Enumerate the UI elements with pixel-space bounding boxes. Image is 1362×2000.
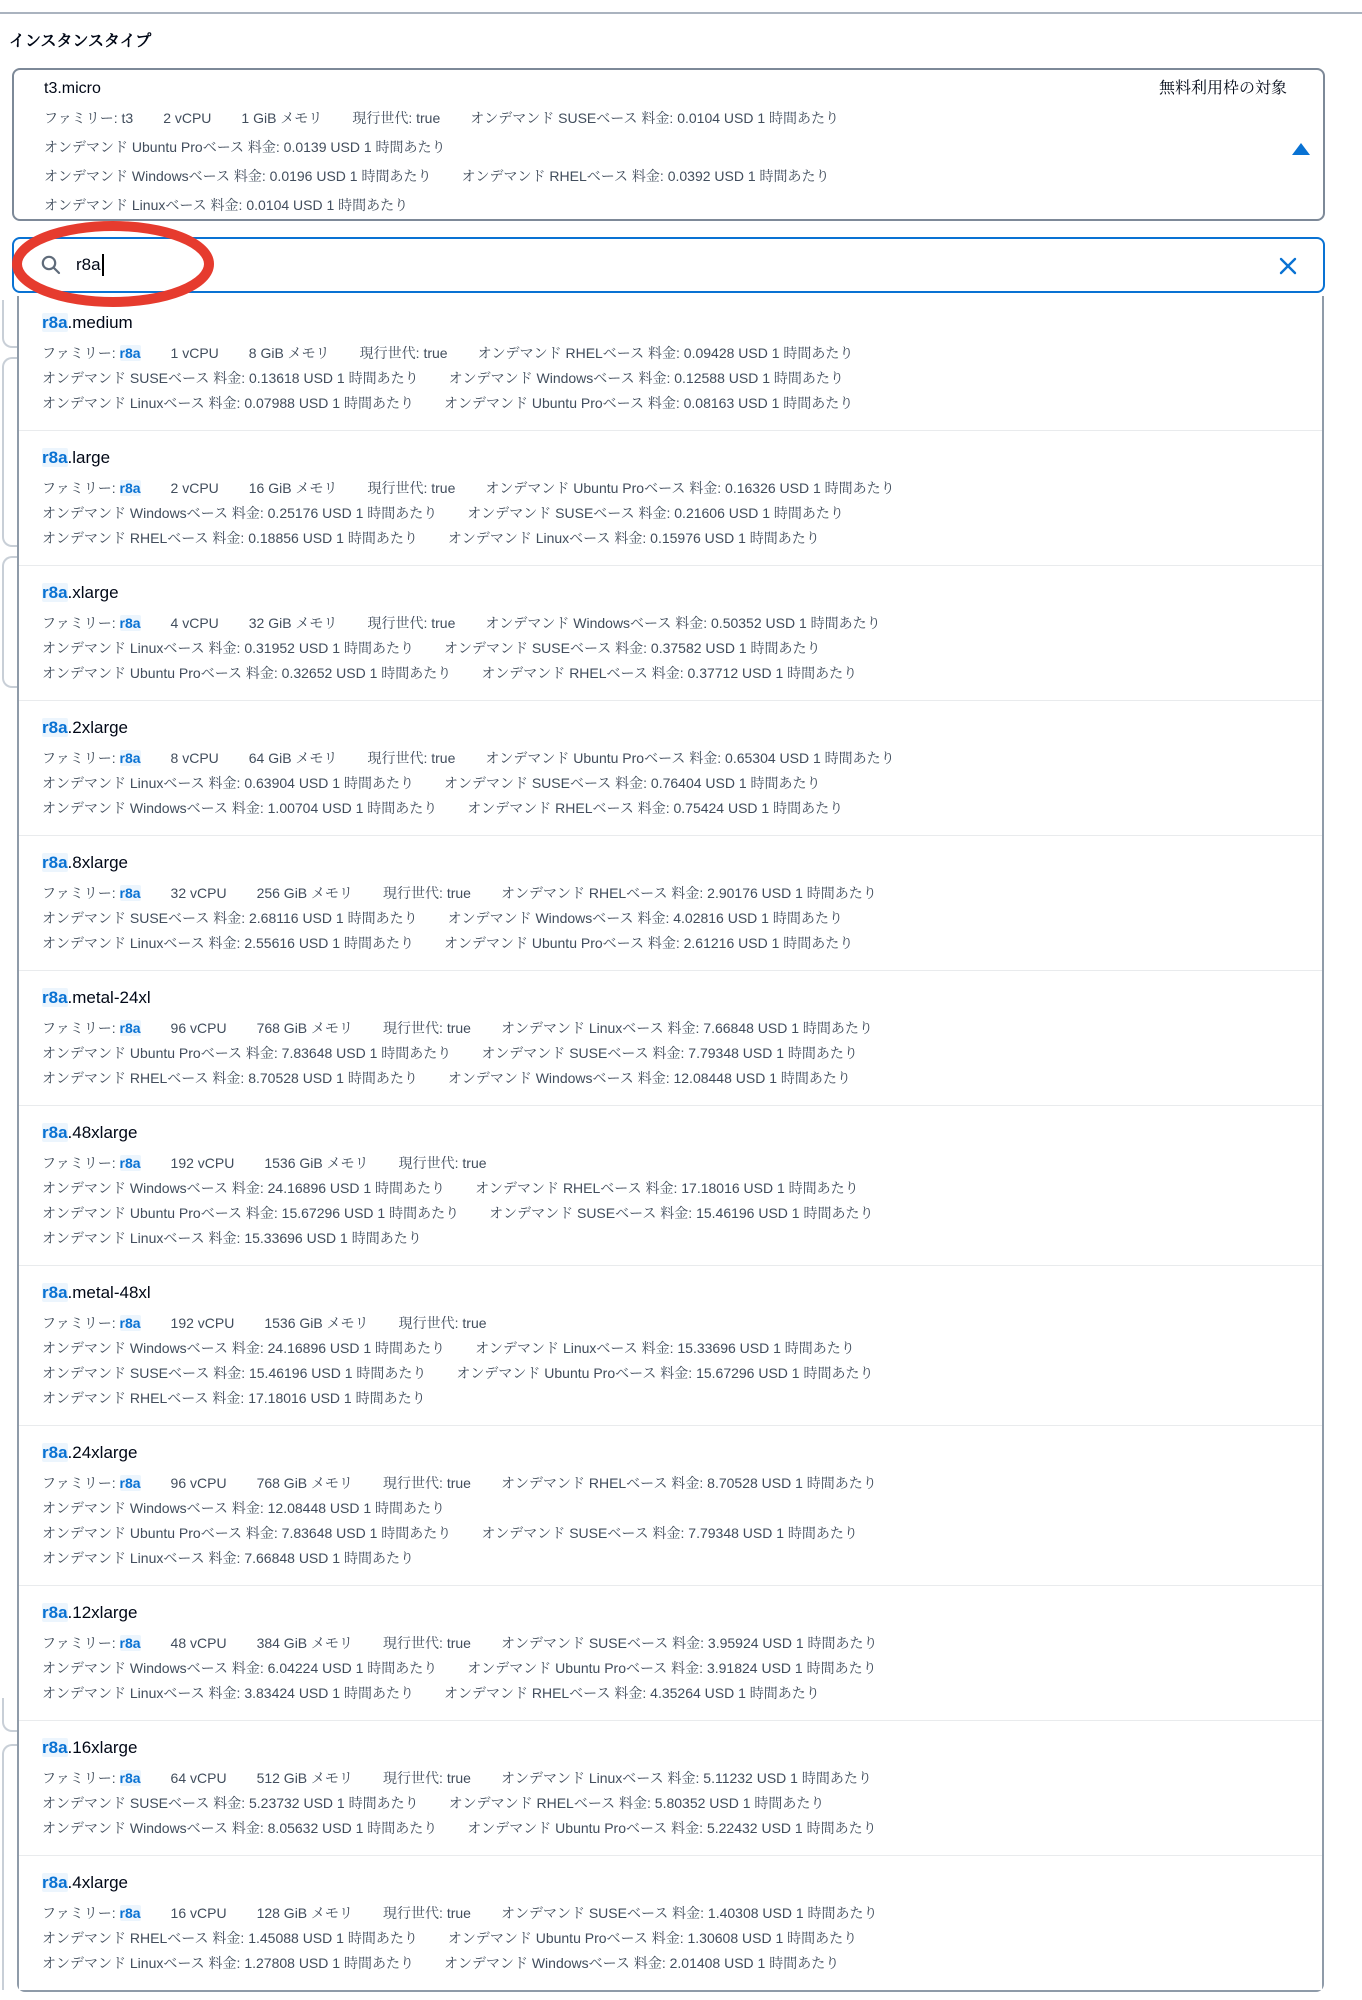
detail-segment: オンデマンド SUSEベース 料金: 0.13618 USD 1 時間あたり (42, 370, 419, 386)
detail-segment: 32 GiB メモリ (248, 615, 338, 631)
detail-segment: オンデマンド Windowsベース 料金: 0.25176 USD 1 時間あたり (42, 505, 438, 521)
search-match-highlight: r8a (119, 1475, 141, 1491)
detail-segment: オンデマンド SUSEベース 料金: 15.46196 USD 1 時間あたり (42, 1365, 427, 1381)
instance-name: r8a.24xlarge (42, 1443, 138, 1462)
detail-segment: 現行世代: true (398, 1315, 487, 1331)
detail-segment: ファミリー: r8a (42, 1155, 141, 1171)
detail-line (42, 906, 1298, 931)
detail-segment: オンデマンド RHELベース 料金: 0.0392 USD 1 時間あたり (461, 168, 830, 184)
detail-segment: オンデマンド Windowsベース 料金: 8.05632 USD 1 時間あたり (42, 1820, 438, 1836)
detail-line (42, 1226, 1298, 1251)
search-match-highlight: r8a (42, 1738, 68, 1757)
detail-segment: 現行世代: true (352, 110, 441, 126)
detail-segment: 現行世代: true (383, 1475, 471, 1491)
search-match-highlight: r8a (42, 1873, 68, 1892)
instance-option[interactable] (19, 1105, 1322, 1265)
detail-segment: ファミリー: r8a (42, 1475, 141, 1491)
instance-option[interactable] (19, 430, 1322, 565)
detail-segment: オンデマンド Windowsベース 料金: 2.01408 USD 1 時間あたり (443, 1955, 840, 1971)
search-match-highlight: r8a (42, 1603, 68, 1622)
detail-segment: オンデマンド SUSEベース 料金: 3.95924 USD 1 時間あたり (500, 1635, 878, 1651)
search-match-highlight: r8a (42, 1443, 68, 1462)
detail-line (42, 1901, 1298, 1926)
detail-segment: ファミリー: r8a (42, 750, 141, 766)
detail-segment: オンデマンド Ubuntu Proベース 料金: 5.22432 USD 1 時間あたり (467, 1820, 877, 1836)
search-icon (40, 254, 62, 276)
search-match-highlight: r8a (119, 885, 141, 901)
instance-option[interactable] (19, 970, 1322, 1105)
detail-segment: オンデマンド Windowsベース 料金: 12.08448 USD 1 時間あたり (42, 1500, 446, 1516)
search-match-highlight: r8a (119, 1020, 141, 1036)
detail-segment: 16 GiB メモリ (248, 480, 338, 496)
search-match-highlight: r8a (119, 480, 141, 496)
search-match-highlight: r8a (42, 853, 68, 872)
detail-segment: 768 GiB メモリ (256, 1475, 354, 1491)
detail-segment: オンデマンド Windowsベース 料金: 12.08448 USD 1 時間あたり (447, 1070, 851, 1086)
detail-segment: オンデマンド Ubuntu Proベース 料金: 0.32652 USD 1 時間あたり (42, 665, 452, 681)
instance-type-dropdown (17, 296, 1324, 1992)
instance-name: r8a.16xlarge (42, 1738, 138, 1757)
detail-segment: オンデマンド Windowsベース 料金: 24.16896 USD 1 時間あたり (42, 1180, 446, 1196)
detail-segment: オンデマンド Ubuntu Proベース 料金: 7.83648 USD 1 時間あたり (42, 1045, 452, 1061)
detail-segment: 現行世代: true (367, 615, 456, 631)
detail-segment: 現行世代: true (367, 750, 456, 766)
detail-segment: オンデマンド RHELベース 料金: 0.09428 USD 1 時間あたり (477, 345, 854, 361)
detail-segment: 現行世代: true (383, 1020, 471, 1036)
instance-name: r8a.8xlarge (42, 853, 129, 872)
detail-segment: オンデマンド SUSEベース 料金: 2.68116 USD 1 時間あたり (42, 910, 418, 926)
detail-segment: オンデマンド SUSEベース 料金: 0.37582 USD 1 時間あたり (443, 640, 821, 656)
detail-line (42, 1766, 1298, 1791)
instance-option[interactable] (19, 1855, 1322, 1990)
detail-line (42, 1066, 1298, 1091)
detail-segment: オンデマンド RHELベース 料金: 1.45088 USD 1 時間あたり (42, 1930, 418, 1946)
detail-line (44, 191, 1287, 220)
detail-line (42, 931, 1298, 956)
search-match-highlight: r8a (42, 1123, 68, 1142)
detail-segment: オンデマンド SUSEベース 料金: 0.76404 USD 1 時間あたり (443, 775, 821, 791)
detail-segment: 2 vCPU (163, 110, 212, 126)
detail-segment: 16 vCPU (170, 1905, 227, 1921)
selected-option-details (44, 104, 1287, 220)
detail-segment: 96 vCPU (170, 1020, 227, 1036)
instance-name: r8a.large (42, 448, 111, 467)
detail-segment: オンデマンド Windowsベース 料金: 0.0196 USD 1 時間あたり (44, 168, 432, 184)
detail-segment: オンデマンド Ubuntu Proベース 料金: 1.30608 USD 1 時間あたり (447, 1930, 858, 1946)
search-match-highlight: r8a (119, 1905, 141, 1921)
detail-segment: ファミリー: r8a (42, 615, 141, 631)
detail-segment: オンデマンド Linuxベース 料金: 0.63904 USD 1 時間あたり (42, 775, 414, 791)
instance-details (42, 1471, 1298, 1571)
detail-segment: オンデマンド Linuxベース 料金: 0.15976 USD 1 時間あたり (447, 530, 820, 546)
detail-segment: 192 vCPU (170, 1155, 235, 1171)
instance-details (42, 1631, 1298, 1706)
detail-line (44, 133, 1287, 162)
detail-segment: オンデマンド Windowsベース 料金: 1.00704 USD 1 時間あたり (42, 800, 438, 816)
detail-segment: ファミリー: r8a (42, 1315, 141, 1331)
detail-segment: 現行世代: true (383, 885, 471, 901)
detail-segment: 768 GiB メモリ (256, 1020, 354, 1036)
instance-name: r8a.metal-48xl (42, 1283, 151, 1302)
search-match-highlight: r8a (42, 1283, 68, 1302)
instance-option[interactable] (19, 565, 1322, 700)
selected-instance-name: t3.micro (44, 80, 101, 97)
instance-details (42, 476, 1298, 551)
detail-segment: オンデマンド Windowsベース 料金: 24.16896 USD 1 時間あたり (42, 1340, 446, 1356)
instance-details (42, 1311, 1298, 1411)
instance-option[interactable] (19, 1720, 1322, 1855)
search-match-highlight: r8a (42, 583, 68, 602)
detail-segment: 現行世代: true (359, 345, 448, 361)
detail-segment: ファミリー: r8a (42, 1635, 141, 1651)
detail-line (42, 1201, 1298, 1226)
instance-option[interactable] (19, 296, 1322, 430)
detail-segment: オンデマンド RHELベース 料金: 8.70528 USD 1 時間あたり (500, 1475, 877, 1491)
search-match-highlight: r8a (119, 615, 141, 631)
detail-line (42, 1926, 1298, 1951)
detail-segment: オンデマンド Ubuntu Proベース 料金: 15.67296 USD 1 時間あたり (456, 1365, 874, 1381)
instance-option[interactable] (19, 1265, 1322, 1425)
search-match-highlight: r8a (42, 988, 68, 1007)
detail-line (42, 1521, 1298, 1546)
detail-segment: 192 vCPU (170, 1315, 235, 1331)
detail-line (42, 1041, 1298, 1066)
detail-segment: オンデマンド Linuxベース 料金: 7.66848 USD 1 時間あたり (500, 1020, 873, 1036)
free-tier-badge: 無料利用枠の対象 (1158, 80, 1287, 97)
instance-option[interactable] (19, 700, 1322, 835)
detail-segment: オンデマンド Linuxベース 料金: 0.0104 USD 1 時間あたり (44, 197, 409, 213)
detail-segment: 1 GiB メモリ (241, 110, 323, 126)
detail-segment: 96 vCPU (170, 1475, 227, 1491)
detail-segment: 現行世代: true (383, 1905, 471, 1921)
detail-segment: オンデマンド SUSEベース 料金: 0.0104 USD 1 時間あたり (470, 110, 840, 126)
collapse-up-icon[interactable] (1292, 143, 1310, 155)
detail-segment: オンデマンド Ubuntu Proベース 料金: 0.0139 USD 1 時間あたり (44, 139, 446, 155)
detail-segment: オンデマンド RHELベース 料金: 17.18016 USD 1 時間あたり (475, 1180, 859, 1196)
detail-segment: オンデマンド SUSEベース 料金: 15.46196 USD 1 時間あたり (489, 1205, 874, 1221)
detail-segment: 4 vCPU (170, 615, 219, 631)
detail-line (42, 1951, 1298, 1976)
dropdown-list (19, 296, 1322, 1990)
detail-line (42, 1016, 1298, 1041)
detail-segment: ファミリー: t3 (44, 110, 134, 126)
detail-line (42, 391, 1298, 416)
detail-line (42, 1656, 1298, 1681)
detail-segment: オンデマンド Ubuntu Proベース 料金: 0.08163 USD 1 時間あたり (443, 395, 854, 411)
detail-line (42, 501, 1298, 526)
detail-line (42, 746, 1298, 771)
detail-segment: ファミリー: r8a (42, 1905, 141, 1921)
detail-line (42, 1386, 1298, 1411)
detail-segment: 32 vCPU (170, 885, 227, 901)
text-caret (102, 254, 104, 276)
detail-segment: ファミリー: r8a (42, 885, 141, 901)
detail-segment: 256 GiB メモリ (256, 885, 354, 901)
detail-segment: オンデマンド RHELベース 料金: 8.70528 USD 1 時間あたり (42, 1070, 418, 1086)
instance-details (42, 746, 1298, 821)
detail-segment: オンデマンド Ubuntu Proベース 料金: 0.65304 USD 1 時間あたり (485, 750, 895, 766)
detail-segment: 1536 GiB メモリ (264, 1155, 369, 1171)
search-match-highlight: r8a (119, 345, 141, 361)
detail-segment: オンデマンド Windowsベース 料金: 6.04224 USD 1 時間あたり (42, 1660, 438, 1676)
detail-line (42, 636, 1298, 661)
detail-segment: オンデマンド Linuxベース 料金: 7.66848 USD 1 時間あたり (42, 1550, 414, 1566)
detail-line (42, 341, 1298, 366)
search-match-highlight: r8a (119, 1155, 141, 1171)
search-match-highlight: r8a (119, 1635, 141, 1651)
detail-segment: オンデマンド SUSEベース 料金: 7.79348 USD 1 時間あたり (481, 1045, 858, 1061)
detail-segment: オンデマンド RHELベース 料金: 0.18856 USD 1 時間あたり (42, 530, 418, 546)
detail-segment: オンデマンド Linuxベース 料金: 0.31952 USD 1 時間あたり (42, 640, 414, 656)
detail-segment: オンデマンド Linuxベース 料金: 3.83424 USD 1 時間あたり (42, 1685, 414, 1701)
detail-line (42, 1176, 1298, 1201)
instance-name: r8a.metal-24xl (42, 988, 151, 1007)
detail-segment: オンデマンド Linuxベース 料金: 0.07988 USD 1 時間あたり (42, 395, 414, 411)
instance-name: r8a.2xlarge (42, 718, 129, 737)
detail-line (44, 104, 1287, 133)
detail-segment: オンデマンド SUSEベース 料金: 1.40308 USD 1 時間あたり (500, 1905, 878, 1921)
detail-segment: 8 GiB メモリ (248, 345, 330, 361)
detail-segment: ファミリー: r8a (42, 345, 141, 361)
detail-segment: 2 vCPU (170, 480, 219, 496)
detail-segment: 64 vCPU (170, 1770, 227, 1786)
search-query-text: r8a (76, 255, 101, 274)
detail-line (42, 1631, 1298, 1656)
instance-details (42, 341, 1298, 416)
detail-segment: 現行世代: true (383, 1635, 471, 1651)
detail-line (42, 1471, 1298, 1496)
detail-line (42, 1681, 1298, 1706)
detail-segment: 64 GiB メモリ (248, 750, 338, 766)
detail-segment: オンデマンド Windowsベース 料金: 0.50352 USD 1 時間あたり (485, 615, 881, 631)
detail-segment: 1536 GiB メモリ (264, 1315, 369, 1331)
detail-line (42, 1546, 1298, 1571)
instance-name: r8a.12xlarge (42, 1603, 138, 1622)
detail-segment: ファミリー: r8a (42, 1020, 141, 1036)
detail-segment: オンデマンド Linuxベース 料金: 15.33696 USD 1 時間あたり (475, 1340, 855, 1356)
detail-segment: オンデマンド RHELベース 料金: 0.37712 USD 1 時間あたり (481, 665, 858, 681)
detail-line (42, 1336, 1298, 1361)
detail-line (42, 476, 1298, 501)
detail-segment: オンデマンド SUSEベース 料金: 0.21606 USD 1 時間あたり (467, 505, 844, 521)
detail-line (42, 1361, 1298, 1386)
detail-segment: 384 GiB メモリ (256, 1635, 354, 1651)
instance-details (42, 611, 1298, 686)
detail-segment: 現行世代: true (398, 1155, 487, 1171)
detail-segment: オンデマンド Linuxベース 料金: 5.11232 USD 1 時間あたり (500, 1770, 872, 1786)
detail-segment: オンデマンド RHELベース 料金: 0.75424 USD 1 時間あたり (467, 800, 844, 816)
detail-segment: 8 vCPU (170, 750, 219, 766)
detail-line (42, 1311, 1298, 1336)
detail-segment: オンデマンド SUSEベース 料金: 5.23732 USD 1 時間あたり (42, 1795, 419, 1811)
detail-line (42, 1496, 1298, 1521)
detail-line (42, 1791, 1298, 1816)
detail-segment: 1 vCPU (170, 345, 219, 361)
instance-details (42, 881, 1298, 956)
search-input[interactable] (12, 237, 1325, 293)
instance-name: r8a.medium (42, 313, 133, 332)
search-match-highlight: r8a (119, 750, 141, 766)
search-match-highlight: r8a (42, 448, 68, 467)
detail-segment: オンデマンド Linuxベース 料金: 15.33696 USD 1 時間あたり (42, 1230, 422, 1246)
search-match-highlight: r8a (42, 718, 68, 737)
detail-segment: ファミリー: r8a (42, 480, 141, 496)
detail-segment: オンデマンド SUSEベース 料金: 7.79348 USD 1 時間あたり (481, 1525, 858, 1541)
detail-segment: オンデマンド RHELベース 料金: 2.90176 USD 1 時間あたり (500, 885, 877, 901)
instance-name: r8a.xlarge (42, 583, 119, 602)
detail-segment: 現行世代: true (383, 1770, 471, 1786)
detail-line (44, 162, 1287, 191)
detail-segment: 48 vCPU (170, 1635, 227, 1651)
detail-segment: オンデマンド Ubuntu Proベース 料金: 3.91824 USD 1 時間あたり (467, 1660, 877, 1676)
detail-line (42, 366, 1298, 391)
page-top-divider (0, 12, 1362, 14)
selected-instance-box[interactable] (12, 68, 1325, 221)
instance-type-label: インスタンスタイプ (9, 33, 152, 50)
instance-option[interactable] (19, 1585, 1322, 1720)
detail-segment: 512 GiB メモリ (256, 1770, 354, 1786)
close-icon[interactable] (1277, 255, 1299, 277)
detail-line (42, 1816, 1298, 1841)
detail-segment: オンデマンド Ubuntu Proベース 料金: 15.67296 USD 1 時間あたり (42, 1205, 460, 1221)
detail-line (42, 611, 1298, 636)
detail-segment: 現行世代: true (367, 480, 456, 496)
detail-segment: オンデマンド Windowsベース 料金: 4.02816 USD 1 時間あたり (447, 910, 843, 926)
instance-details (42, 1016, 1298, 1091)
detail-line (42, 771, 1298, 796)
detail-segment: オンデマンド Windowsベース 料金: 0.12588 USD 1 時間あたり (448, 370, 844, 386)
search-match-highlight: r8a (42, 313, 68, 332)
detail-segment: オンデマンド RHELベース 料金: 17.18016 USD 1 時間あたり (42, 1390, 426, 1406)
instance-name: r8a.4xlarge (42, 1873, 129, 1892)
detail-segment: オンデマンド Linuxベース 料金: 2.55616 USD 1 時間あたり (42, 935, 414, 951)
detail-segment: オンデマンド RHELベース 料金: 5.80352 USD 1 時間あたり (448, 1795, 825, 1811)
detail-segment: オンデマンド Linuxベース 料金: 1.27808 USD 1 時間あたり (42, 1955, 414, 1971)
instance-option[interactable] (19, 835, 1322, 970)
detail-segment: ファミリー: r8a (42, 1770, 141, 1786)
instance-name: r8a.48xlarge (42, 1123, 138, 1142)
detail-line (42, 526, 1298, 551)
search-match-highlight: r8a (119, 1770, 141, 1786)
detail-line (42, 1151, 1298, 1176)
detail-segment: オンデマンド Ubuntu Proベース 料金: 0.16326 USD 1 時間あたり (485, 480, 895, 496)
detail-segment: 128 GiB メモリ (256, 1905, 354, 1921)
detail-line (42, 661, 1298, 686)
search-match-highlight: r8a (119, 1315, 141, 1331)
instance-details (42, 1766, 1298, 1841)
detail-segment: オンデマンド Ubuntu Proベース 料金: 7.83648 USD 1 時間あたり (42, 1525, 452, 1541)
instance-details (42, 1901, 1298, 1976)
detail-segment: オンデマンド Ubuntu Proベース 料金: 2.61216 USD 1 時間あたり (443, 935, 854, 951)
detail-line (42, 796, 1298, 821)
instance-details (42, 1151, 1298, 1251)
detail-line (42, 881, 1298, 906)
instance-option[interactable] (19, 1425, 1322, 1585)
detail-segment: オンデマンド RHELベース 料金: 4.35264 USD 1 時間あたり (443, 1685, 820, 1701)
